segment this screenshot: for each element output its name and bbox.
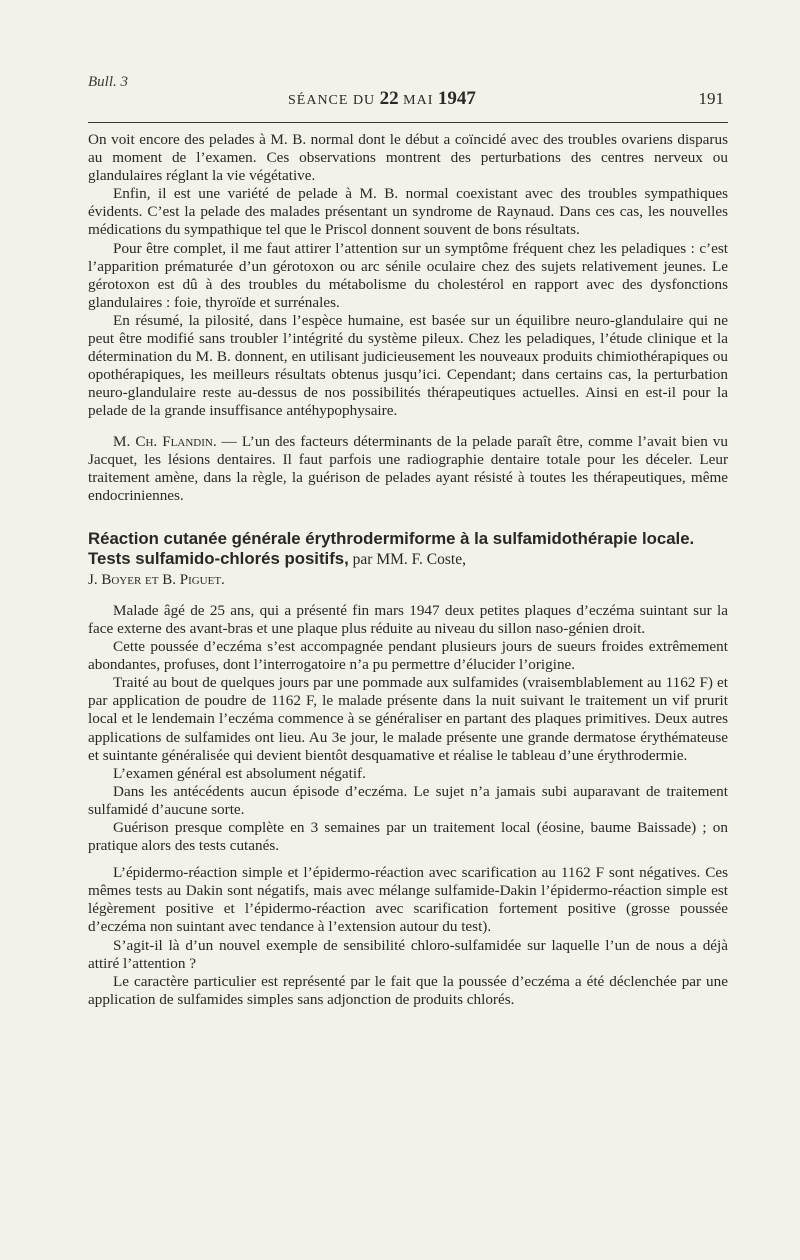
paragraph: Pour être complet, il me faut attirer l’attention sur un symptôme fréquent chez les peladiques : c’est l’apparition prématurée d’un gérotoxon ou arc sénile oculaire chez des sujets relativement jeunes. Le gérotoxon est dû à des troubles du métabolisme du cholestérol en rapport avec des dysfonctions glandulaires : foie, thyroïde et surrénales.	[88, 239, 728, 311]
running-title	[288, 88, 476, 110]
title-day: 22	[379, 88, 399, 109]
header-rule	[88, 122, 728, 123]
paragraph: Guérison presque complète en 3 semaines par un traitement local (éosine, baume Baissade) ; on pratique alors des tests cutanés.	[88, 819, 728, 855]
title-year: 1947	[437, 88, 476, 109]
paragraph: En résumé, la pilosité, dans l’espèce humaine, est basée sur un équilibre neuro-glandulaire qui ne peut être modifié sans troubler l’intégrité du système pileux. Chez les peladiques, l’étude clinique et la détermination du M. B. donnent, en utilisant judicieusement les nouveaux produits chimiothérapiques ou opothérapiques, les meilleurs résultats obtenus jusqu’ici. Cependant; dans certains cas, la perturbation neuro-glandulaire reste au-dessus de nos possibilités thérapeutiques actuelles. Ainsi en est-il pour la pelade de la grande insuffisance antéhypophysaire.	[88, 311, 728, 420]
title-prefix: SÉANCE DU	[288, 93, 376, 108]
article-title-text: Réaction cutanée générale érythrodermiforme à la sulfamidothérapie locale. Tests sulfamido-chlorés positifs,	[88, 528, 695, 568]
page-body	[88, 131, 728, 1009]
page-number: 191	[698, 89, 724, 108]
bulletin-mark: Bull. 3	[88, 74, 128, 90]
paragraph: S’agit-il là d’un nouvel exemple de sensibilité chloro-sulfamidée sur laquelle l’un de nous a déjà attiré l’attention ?	[88, 936, 728, 972]
paragraph: Malade âgé de 25 ans, qui a présenté fin mars 1947 deux petites plaques d’eczéma suintant sur la face externe des avant-bras et une plaque plus réduite au niveau du sillon naso-génien droit.	[88, 601, 728, 637]
paragraph: Cette poussée d’eczéma s’est accompagnée pendant plusieurs jours de sueurs froides extrêmement abondantes, profuses, dont l’interrogatoire n’a pu permettre d’élucider l’origine.	[88, 638, 728, 674]
spacer	[88, 421, 728, 433]
article-authors: J. Boyer et B. Piguet.	[88, 571, 225, 588]
spacer	[88, 855, 728, 864]
title-month: MAI	[403, 93, 434, 108]
running-header	[88, 88, 728, 110]
paragraph: Enfin, il est une variété de pelade à M. B. normal coexistant avec des troubles sympathiques évidents. C’est la pelade des malades présentant un syndrome de Raynaud. Dans ces cas, les nouvelles médications du sympathique tel que le Priscol donnent souvent de bons résultats.	[88, 185, 728, 239]
spacer	[88, 505, 728, 529]
article-title	[88, 529, 728, 570]
article-authors-prefix: par MM. F. Coste,	[348, 550, 466, 568]
paragraph: On voit encore des pelades à M. B. normal dont le début a coïncidé avec des troubles ovariens disparus au moment de l’examen. Ces observations montrent des perturbations des centres nerveux ou glandulaires réglant la vie végétative.	[88, 131, 728, 185]
paragraph: Le caractère particulier est représenté par le fait que la poussée d’eczéma a été déclenchée par une application de sulfamides simples sans adjonction de produits chlorés.	[88, 972, 728, 1008]
speaker-name: M. Ch. Flandin.	[113, 432, 217, 450]
paragraph: L’épidermo-réaction simple et l’épidermo-réaction avec scarification au 1162 F sont négatives. Ces mêmes tests au Dakin sont négatifs, mais avec mélange sulfamide-Dakin l’épidermo-réaction simple est légèrement positive et l’épidermo-réaction avec scarification fortement positive (grosse poussée d’eczéma non suintant avec tendance à l’extension autour du test).	[88, 864, 728, 936]
paragraph: Traité au bout de quelques jours par une pommade aux sulfamides (vraisemblablement au 1162 F) et par application de poudre de 1162 F, le malade présente dans la nuit suivant le traitement un vif prurit local et le lendemain l’eczéma commence à se généraliser en partant des plaques primitives. Deux autres applications de sulfamides ont lieu. Au 3e jour, le malade présente une grande dermatose érythémateuse et suintante généralisée qui devient bientôt desquamative et réalise le tableau d’une érythrodermie.	[88, 674, 728, 764]
paragraph: L’examen général est absolument négatif.	[113, 764, 366, 782]
paragraph: Dans les antécédents aucun épisode d’eczéma. Le sujet n’a jamais subi auparavant de traitement sulfamidé d’aucune sorte.	[88, 782, 728, 818]
discussion-paragraph	[88, 433, 728, 505]
discussion-text: — L’un des facteurs déterminants de la pelade paraît être, comme l’avait bien vu Jacquet, les lésions dentaires. Il faut parfois une radiographie dentaire totale pour les déceler. Leur traitement amène, dans la règle, la guérison de pelades ayant résisté à toutes les thérapeutiques, même endocriniennes.	[88, 432, 728, 504]
